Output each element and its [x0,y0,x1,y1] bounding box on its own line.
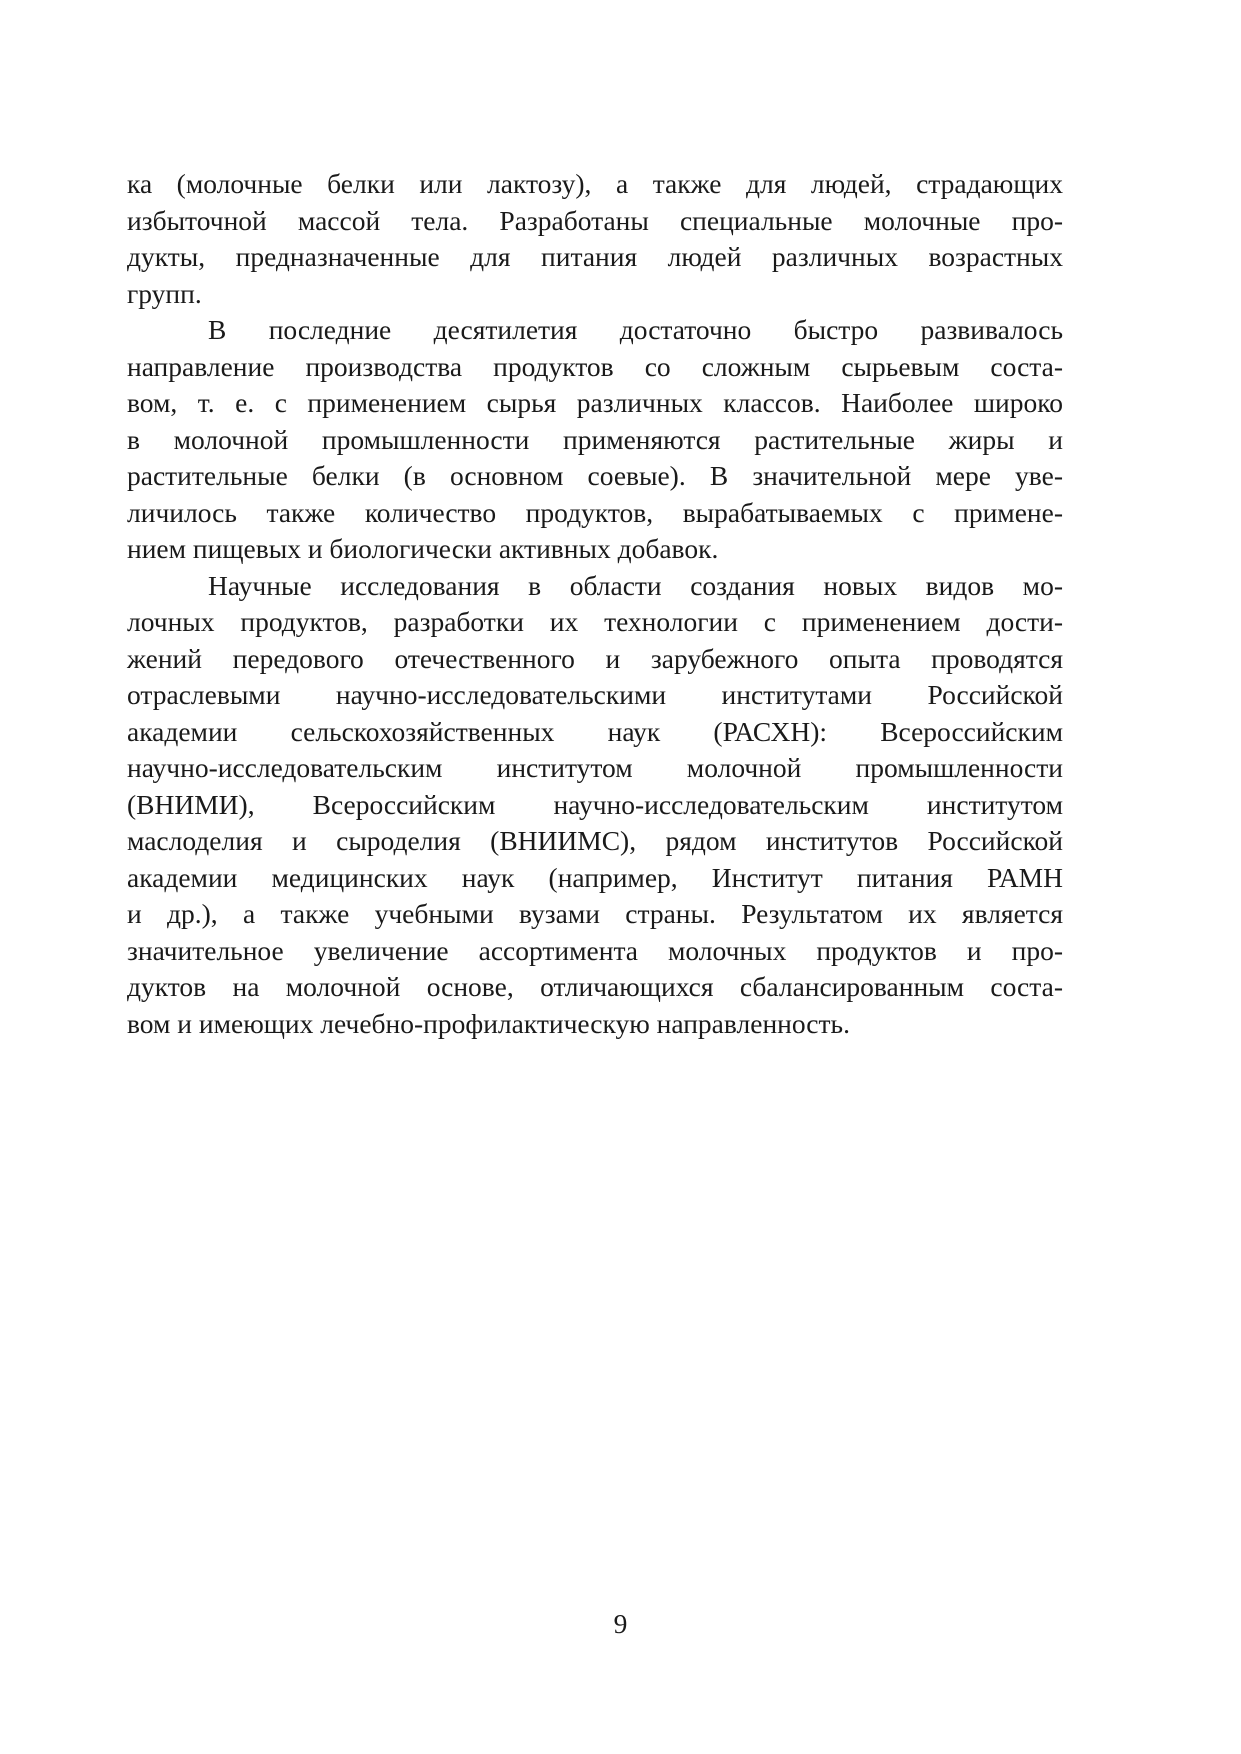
text-line: научно-исследовательским институтом молочной промышленности [127,752,1063,783]
text-line: дукты, предназначенные для питания людей различных возрастных [127,241,1063,272]
text-line: ка (молочные белки или лактозу), а также для людей, страдающих [127,168,1063,199]
text-line: и др.), а также учебными вузами страны. Результатом их является [127,898,1063,929]
paragraph-1 [127,166,1063,312]
text-line: академии медицинских наук (например, Институт питания РАМН [127,861,1063,893]
text-line: значительное увеличение ассортимента молочных продуктов и про- [127,934,1063,966]
text-line: жений передового отечественного и зарубежного опыта проводятся [127,642,1063,674]
paragraph-3 [127,568,1063,1043]
text-line: групп. [127,277,202,309]
text-line: В последние десятилетия достаточно быстро развивалось [208,314,1063,345]
text-line: направление производства продуктов со сложным сырьевым соста- [127,350,1063,382]
paragraph-2 [127,312,1063,568]
text-line: вом, т. е. с применением сырья различных классов. Наиболее широко [127,387,1063,418]
text-line: маслоделия и сыроделия (ВНИИМС), рядом институтов Российской [127,825,1063,856]
body-text [127,166,1063,1042]
text-line: лочных продуктов, разработки их технологии с применением дости- [127,606,1063,637]
text-line: личилось также количество продуктов, вырабатываемых с примене- [127,496,1063,528]
text-line: растительные белки (в основном соевые). В значительной мере уве- [127,460,1063,491]
page-number: 9 [613,1608,628,1639]
text-line: нием пищевых и биологически активных добавок. [127,533,719,564]
text-line: Научные исследования в области создания новых видов мо- [208,569,1063,601]
text-line: отраслевыми научно-исследовательскими институтами Российской [127,679,1063,710]
text-line: (ВНИМИ), Всероссийским научно-исследовательским институтом [127,788,1063,820]
text-line: в молочной промышленности применяются растительные жиры и [127,423,1063,455]
text-line: академии сельскохозяйственных наук (РАСХН): Всероссийским [127,715,1063,747]
text-line: избыточной массой тела. Разработаны специальные молочные про- [127,204,1063,236]
text-line: вом и имеющих лечебно-профилактическую направленность. [127,1007,850,1039]
text-line: дуктов на молочной основе, отличающихся сбалансированным соста- [127,971,1063,1002]
